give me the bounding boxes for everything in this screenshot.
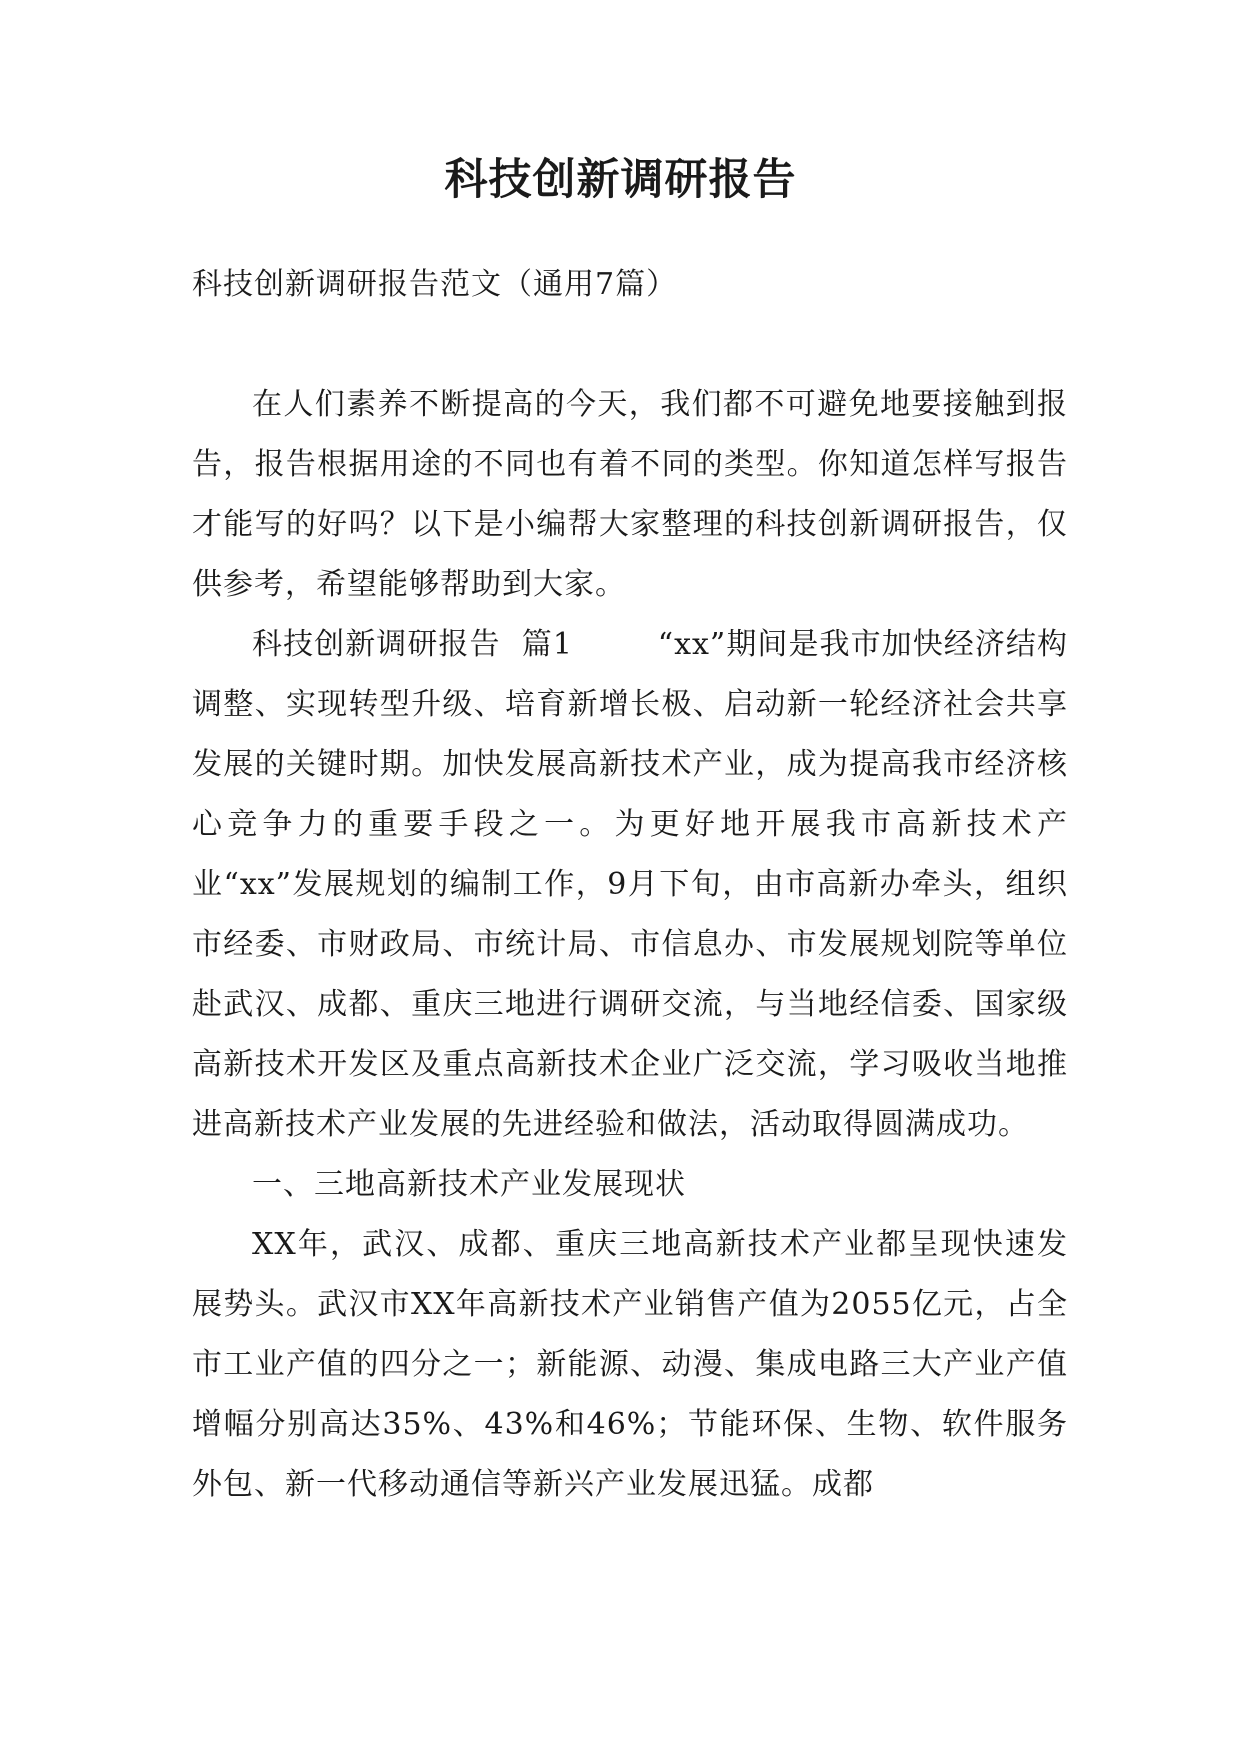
intro-paragraph: 在人们素养不断提高的今天，我们都不可避免地要接触到报告，报告根据用途的不同也有着不同的类型。你知道怎样写报告才能写的好吗？以下是小编帮大家整理的科技创新调研报告，仅供参考，希望能够帮助到大家。 xyxy=(192,387,1068,602)
section-heading: 一、三地高新技术产业发展现状 xyxy=(252,1167,686,1202)
document-subtitle: 科技创新调研报告范文（通用7篇） xyxy=(192,267,678,302)
document-body xyxy=(192,255,1068,1515)
section-1-paragraph: 科技创新调研报告 篇1 “xx”期间是我市加快经济结构调整、实现转型升级、培育新增长极、启动新一轮经济社会共享发展的关键时期。加快发展高新技术产业，成为提高我市经济核心竞争力的重要手段之一。为更好地开展我市高新技术产业“xx”发展规划的编制工作，9月下旬，由市高新办牵头，组织市经委、市财政局、市统计局、市信息办、市发展规划院等单位赴武汉、成都、重庆三地进行调研交流，与当地经信委、国家级高新技术开发区及重点高新技术企业广泛交流，学习吸收当地推进高新技术产业发展的先进经验和做法，活动取得圆满成功。 xyxy=(192,627,1068,1142)
status-paragraph: XX年，武汉、成都、重庆三地高新技术产业都呈现快速发展势头。武汉市XX年高新技术产业销售产值为2055亿元，占全市工业产值的四分之一；新能源、动漫、集成电路三大产业产值增幅分别高达35%、43%和46%；节能环保、生物、软件服务外包、新一代移动通信等新兴产业发展迅猛。成都 xyxy=(192,1227,1068,1502)
document-title: 科技创新调研报告 xyxy=(444,155,797,205)
